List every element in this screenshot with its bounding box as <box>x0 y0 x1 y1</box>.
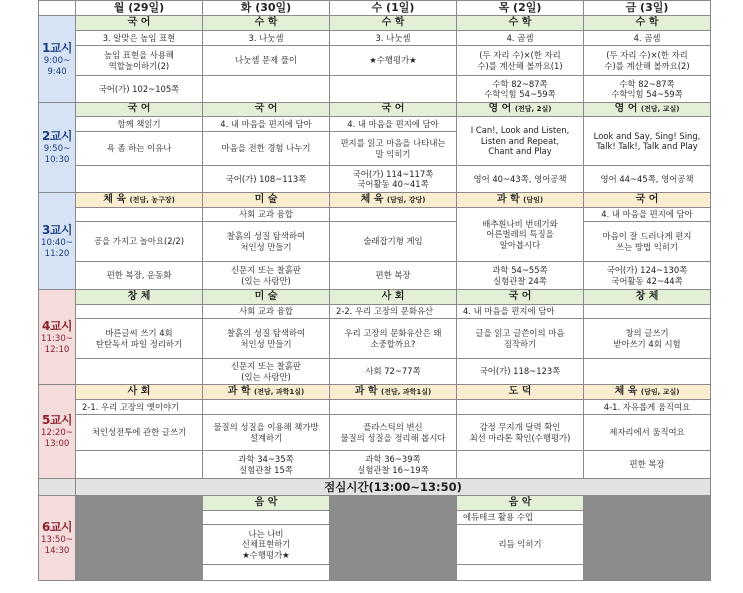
subject-cell: 국 어 <box>203 103 330 117</box>
materials-cell <box>330 76 457 103</box>
period-time: 13:50~ 14:30 <box>41 534 73 556</box>
period-time: 10:40~ 11:20 <box>41 237 73 259</box>
empty-slot <box>584 496 711 581</box>
subject-cell <box>457 103 584 117</box>
unit-cell <box>584 305 711 319</box>
period-6-label <box>39 496 76 581</box>
weekly-timetable <box>38 0 711 581</box>
unit-cell <box>457 400 584 415</box>
subject-name: 체 육 <box>360 193 384 205</box>
day-header-wed: 수 (1일) <box>330 1 457 16</box>
unit-cell: 4. 내 마음을 편지에 담아 <box>203 117 330 132</box>
activity-cell: 창의 글쓰기 받아쓰기 4회 시험 <box>584 319 711 359</box>
header-corner <box>39 1 76 16</box>
activity-cell: 마음을 전한 경험 나누기 <box>203 132 330 166</box>
subject-note: (전담, 과학1실) <box>254 387 305 396</box>
activity-cell: 바른글씨 쓰기 4회 탄탄독서 파일 정리하기 <box>76 319 203 359</box>
empty-slot <box>330 496 457 581</box>
materials-cell: 과학 36~39쪽 실험관찰 16~19쪽 <box>330 451 457 479</box>
subject-cell: 음 악 <box>203 496 330 511</box>
lunch-banner: 점심시간(13:00~13:50) <box>76 479 711 496</box>
materials-cell: 영어 44~45쪽, 영어공책 <box>584 166 711 193</box>
subject-cell: 음 악 <box>457 496 584 511</box>
period-name: 4교시 <box>41 318 73 333</box>
subject-cell: 창 체 <box>584 290 711 305</box>
period-name: 3교시 <box>41 222 73 237</box>
unit-cell <box>330 208 457 222</box>
unit-cell: 4. 내 마음을 편지에 담아 <box>457 305 584 319</box>
materials-cell <box>457 451 584 479</box>
subject-cell: 미 술 <box>203 193 330 208</box>
materials-cell <box>203 76 330 103</box>
subject-note: (전담, 교실) <box>640 105 680 114</box>
subject-name: 과 학 <box>354 385 378 397</box>
subject-cell: 창 체 <box>76 290 203 305</box>
materials-cell: 편한 복장 <box>330 262 457 290</box>
materials-cell: 편한 복장, 운동화 <box>76 262 203 290</box>
unit-cell: 사회 교과 융합 <box>203 208 330 222</box>
materials-cell: 국어(가) 118~123쪽 <box>457 359 584 385</box>
unit-cell: 4. 곱셈 <box>584 31 711 46</box>
subject-cell: 미 술 <box>203 290 330 305</box>
subject-cell: 사 회 <box>330 290 457 305</box>
materials-cell: 국어(가) 124~130쪽 국어활동 42~44쪽 <box>584 262 711 290</box>
subject-name: 영 어 <box>488 103 512 115</box>
subject-cell: 수 학 <box>330 16 457 31</box>
materials-cell <box>203 565 330 581</box>
materials-cell: 편한 복장 <box>584 451 711 479</box>
period-name: 2교시 <box>41 129 73 144</box>
unit-cell <box>203 511 330 525</box>
materials-cell: 국어(가) 108~113쪽 <box>203 166 330 193</box>
activity-cell: 글을 읽고 글쓴이의 마음 짐작하기 <box>457 319 584 359</box>
activity-cell: 술래잡기형 게임 <box>330 222 457 262</box>
unit-cell <box>203 400 330 415</box>
activity-cell: 나는 나비 신체표현하기 ★수행평가★ <box>203 525 330 565</box>
period-name: 6교시 <box>41 519 73 534</box>
period-name: 1교시 <box>41 40 73 55</box>
activity-cell: 처인성전투에 관한 글쓰기 <box>76 415 203 451</box>
unit-cell: 4. 곱셈 <box>457 31 584 46</box>
subject-cell: 국 어 <box>76 103 203 117</box>
subject-cell: 도 덕 <box>457 385 584 400</box>
subject-cell: 수 학 <box>584 16 711 31</box>
unit-cell: 사회 교과 융합 <box>203 305 330 319</box>
activity-cell: 편지를 읽고 마음을 나타내는 말 익히기 <box>330 132 457 166</box>
subject-cell <box>584 385 711 400</box>
subject-name: 영 어 <box>614 103 638 115</box>
materials-cell: 수학 82~87쪽 수학익힘 54~59쪽 <box>457 76 584 103</box>
activity-cell: 물질의 성질을 이용해 책가방 설계하기 <box>203 415 330 451</box>
subject-note: (담임) <box>523 195 544 204</box>
subject-cell: 국 어 <box>457 290 584 305</box>
unit-cell <box>76 208 203 222</box>
period-name: 5교시 <box>41 413 73 428</box>
activity-cell: 감정 무지개 달력 확인 최선 마라톤 확인(수행평가) <box>457 415 584 451</box>
activity-cell: 우리 고장의 문화유산은 왜 소중할까요? <box>330 319 457 359</box>
subject-note: (전담, 2실) <box>514 105 552 114</box>
subject-name: 과 학 <box>496 193 520 205</box>
activity-cell: Look and Say, Sing! Sing, Talk! Talk!, Talk and Play <box>584 117 711 166</box>
subject-cell <box>584 103 711 117</box>
period-time: 9:00~ 9:40 <box>43 55 71 77</box>
subject-cell <box>457 193 584 208</box>
materials-cell <box>584 359 711 385</box>
materials-cell: 과학 54~55쪽 실험관찰 24쪽 <box>457 262 584 290</box>
activity-cell: (두 자리 수)×(한 자리 수)를 계산해 볼까요(1) <box>457 46 584 76</box>
subject-name: 과 학 <box>227 385 251 397</box>
day-header-thu: 목 (2일) <box>457 1 584 16</box>
activity-cell: 높임 표현을 사용해 역할놀이하기(2) <box>76 46 203 76</box>
materials-cell: 사회 72~77쪽 <box>330 359 457 385</box>
unit-cell <box>330 400 457 415</box>
unit-cell: 3. 나눗셈 <box>203 31 330 46</box>
materials-cell: 국어(가) 102~105쪽 <box>76 76 203 103</box>
subject-name: 체 육 <box>103 193 126 205</box>
unit-cell: 4. 내 마음을 편지에 담아 <box>584 208 711 222</box>
subject-note: (담임, 강당) <box>386 195 426 204</box>
activity-cell: 욕 좀 하는 이유나 <box>76 132 203 166</box>
materials-cell <box>76 166 203 193</box>
materials-cell: 국어(가) 114~117쪽 국어활동 40~41쪽 <box>330 166 457 193</box>
subject-cell: 사 회 <box>76 385 203 400</box>
unit-cell: 에듀테크 활용 수업 <box>457 511 584 525</box>
subject-note: (담임, 교실) <box>640 387 680 396</box>
subject-cell: 국 어 <box>76 16 203 31</box>
empty-slot <box>76 496 203 581</box>
activity-cell: 배추흰나비 번데기와 어른벌레의 특징을 알아봅시다 <box>457 208 584 262</box>
subject-cell: 수 학 <box>203 16 330 31</box>
period-1-label <box>39 16 76 103</box>
materials-cell: 수학 82~87쪽 수학익힘 54~59쪽 <box>584 76 711 103</box>
activity-cell: 플라스틱의 변신 물질의 성질을 정리해 봅시다 <box>330 415 457 451</box>
activity-cell: 찰흙의 성질 탐색하여 처인성 만들기 <box>203 222 330 262</box>
period-5-label <box>39 385 76 479</box>
period-3-label <box>39 193 76 290</box>
activity-cell: 공을 가지고 놀아요(2/2) <box>76 222 203 262</box>
unit-cell: 2-1. 우리 고장의 옛이야기 <box>76 400 203 415</box>
unit-cell <box>76 305 203 319</box>
activity-cell: 제자리에서 움직여요 <box>584 415 711 451</box>
lunch-left-cell <box>39 479 76 496</box>
subject-cell: 국 어 <box>584 193 711 208</box>
unit-cell: 함께 책읽기 <box>76 117 203 132</box>
activity-cell: 나눗셈 문제 풀이 <box>203 46 330 76</box>
subject-cell <box>203 385 330 400</box>
period-time: 11:30~ 12:10 <box>41 333 73 355</box>
subject-cell <box>330 193 457 208</box>
activity-cell: I Can!, Look and Listen, Listen and Repeat, Chant and Play <box>457 117 584 166</box>
period-4-label <box>39 290 76 385</box>
subject-cell: 국 어 <box>330 103 457 117</box>
unit-cell: 4-1. 자유롭게 움직여요 <box>584 400 711 415</box>
period-time: 12:20~ 13:00 <box>41 428 73 449</box>
materials-cell <box>457 565 584 581</box>
unit-cell: 3. 나눗셈 <box>330 31 457 46</box>
activity-cell: ★수행평가★ <box>330 46 457 76</box>
materials-cell: 신문지 또는 찰흙판 (있는 사람만) <box>203 262 330 290</box>
subject-cell <box>330 385 457 400</box>
activity-cell: 찰흙의 성질 탐색하여 처인성 만들기 <box>203 319 330 359</box>
materials-cell <box>76 451 203 479</box>
unit-cell: 3. 알맞은 높임 표현 <box>76 31 203 46</box>
unit-cell: 4. 내 마음을 편지에 담아 <box>330 117 457 132</box>
materials-cell: 영어 40~43쪽, 영어공책 <box>457 166 584 193</box>
subject-note: (전담, 농구장) <box>129 195 175 204</box>
day-header-mon: 월 (29일) <box>76 1 203 16</box>
subject-note: (전담, 과학1실) <box>381 387 432 396</box>
materials-cell <box>76 359 203 385</box>
period-2-label <box>39 103 76 193</box>
day-header-tue: 화 (30일) <box>203 1 330 16</box>
activity-cell: 리듬 익히기 <box>457 525 584 565</box>
subject-cell: 수 학 <box>457 16 584 31</box>
subject-name: 체 육 <box>614 385 638 397</box>
subject-cell <box>76 193 203 208</box>
activity-cell: (두 자리 수)×(한 자리 수)를 계산해 볼까요(2) <box>584 46 711 76</box>
materials-cell: 과학 34~35쪽 실험관찰 15쪽 <box>203 451 330 479</box>
day-header-fri: 금 (3일) <box>584 1 711 16</box>
activity-cell: 마음이 잘 드러나게 편지 쓰는 방법 익히기 <box>584 222 711 262</box>
period-time: 9:50~ 10:30 <box>43 144 71 165</box>
unit-cell: 2-2. 우리 고장의 문화유산 <box>330 305 457 319</box>
materials-cell: 신문지 또는 찰흙판 (있는 사람만) <box>203 359 330 385</box>
